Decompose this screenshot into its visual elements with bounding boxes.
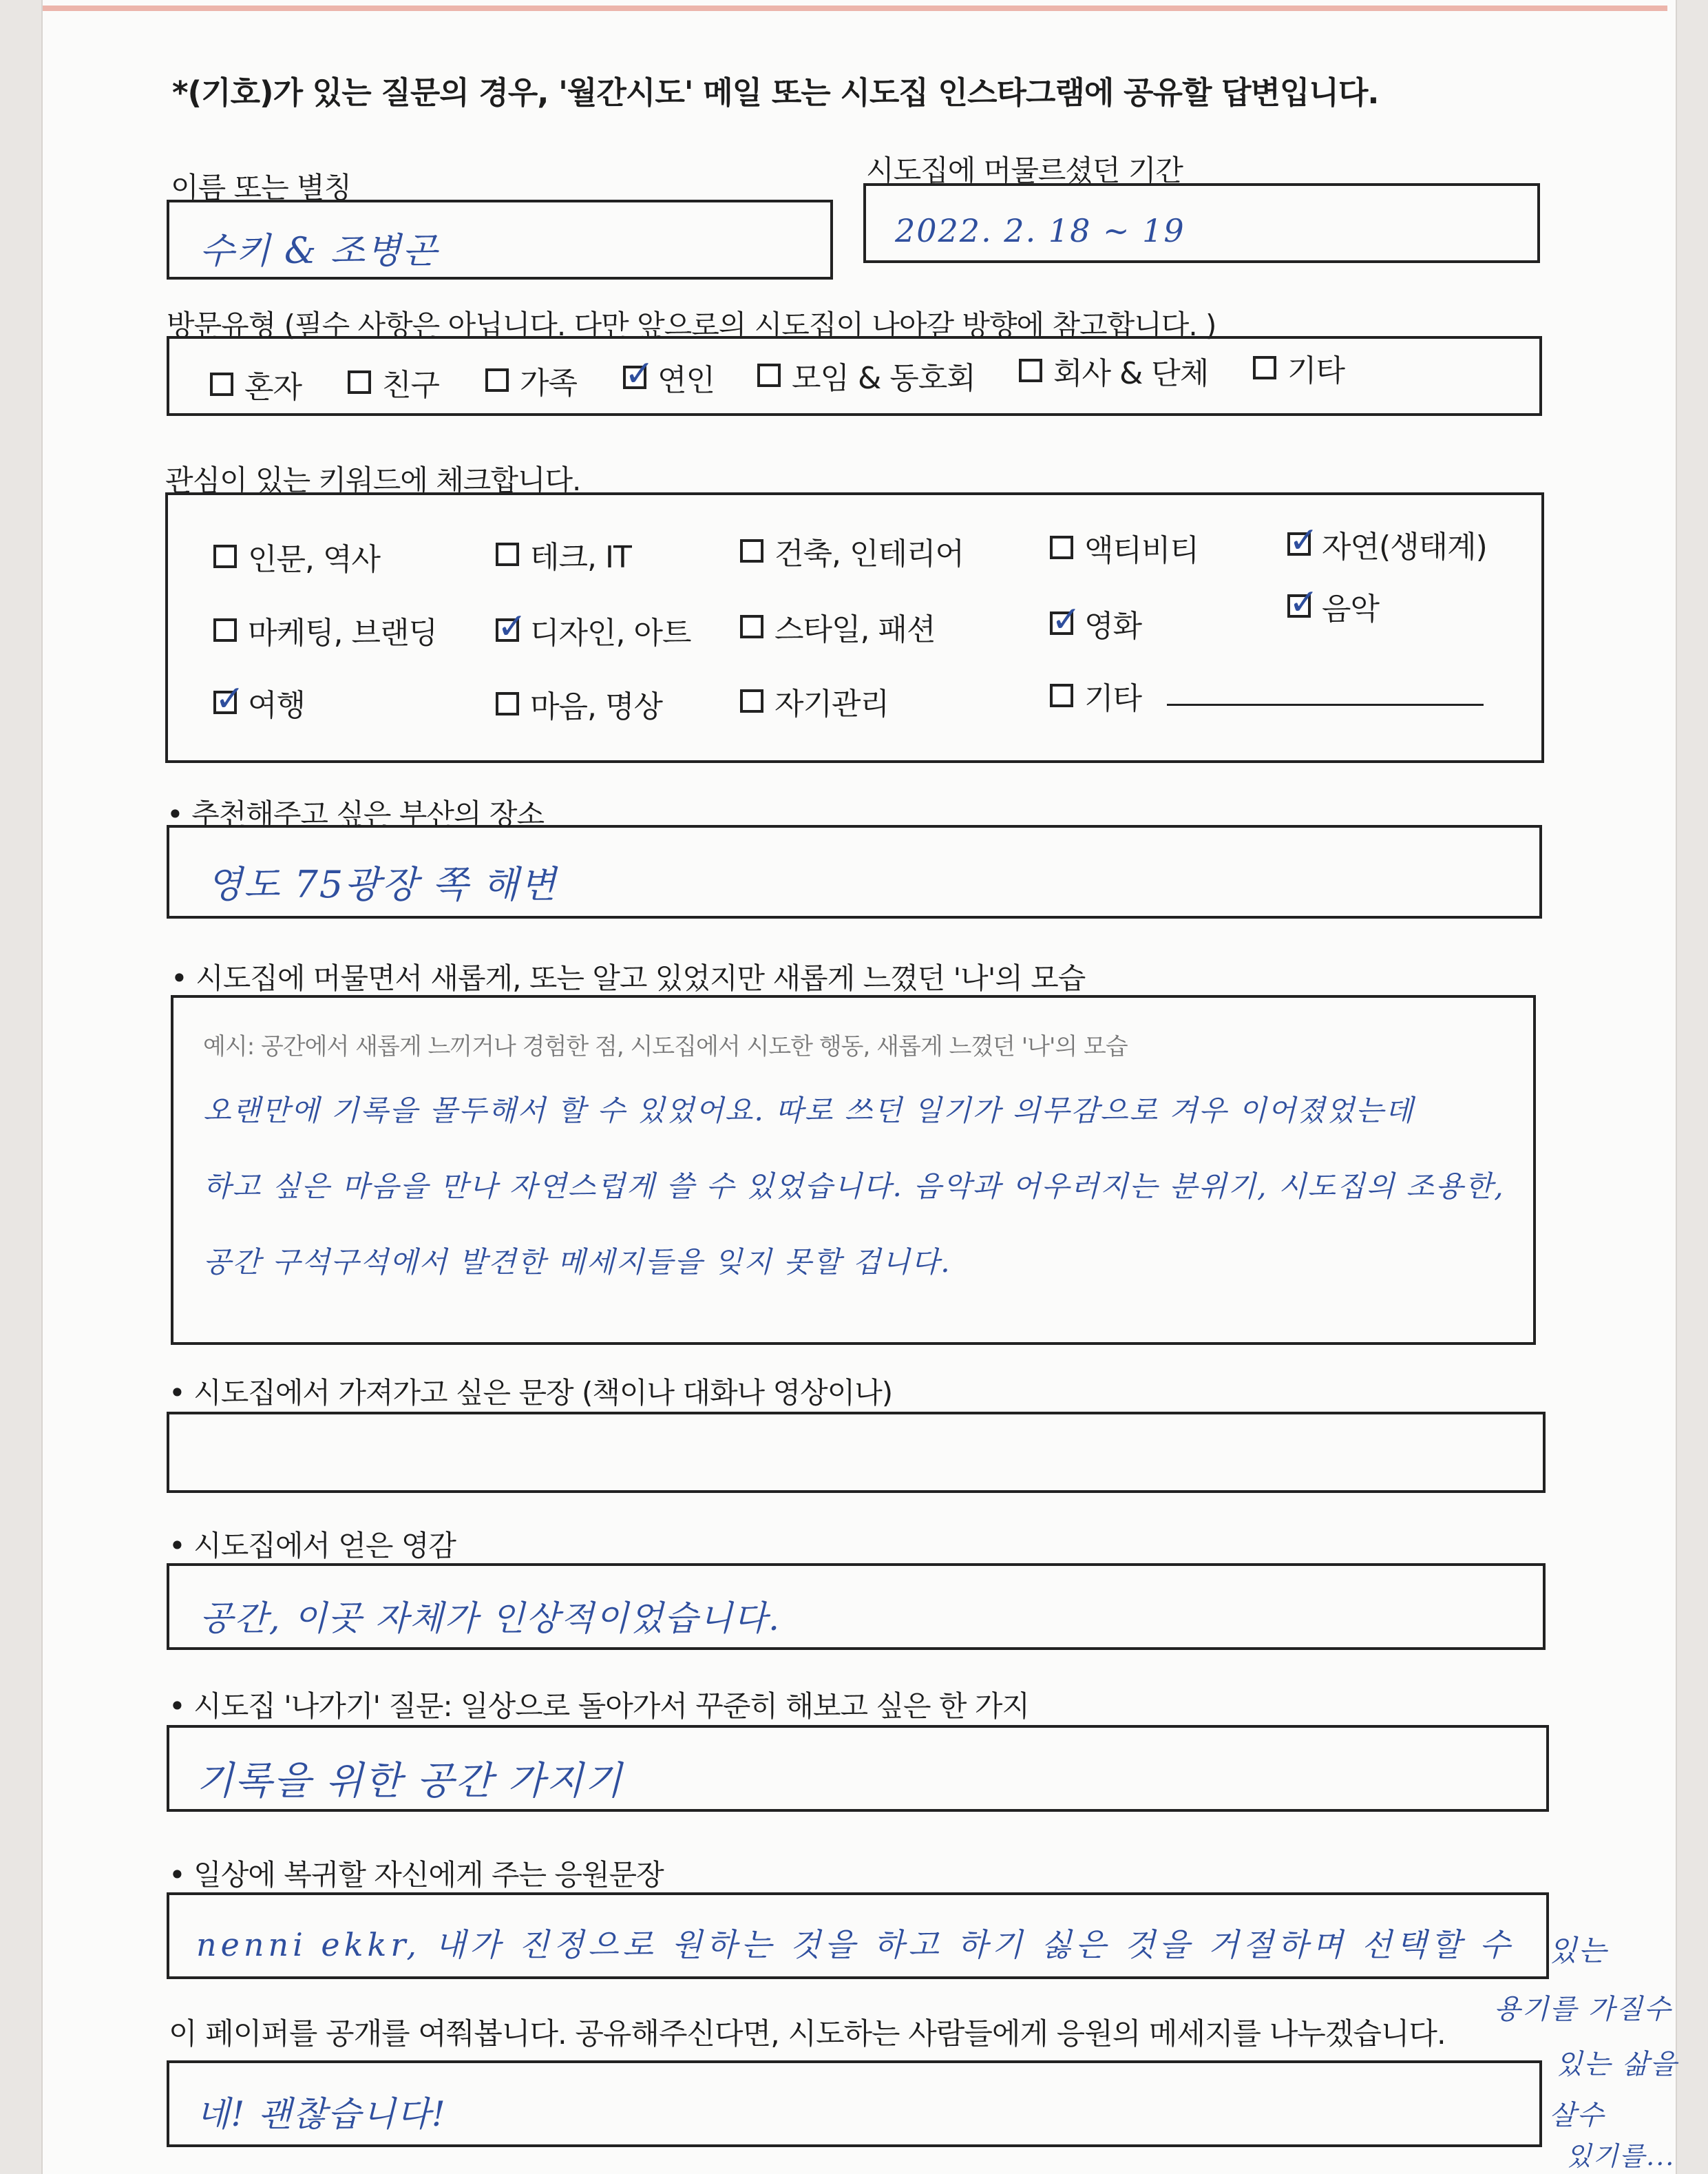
checkmark-icon: ✓ — [1289, 582, 1318, 623]
self-example: 예시: 공간에서 새롭게 느끼거나 경험한 점, 시도집에서 시도한 행동, 새롭게 느꼈던 '나'의 모습 — [203, 1033, 1128, 1060]
visit-option-7[interactable] — [1253, 346, 1345, 390]
keyword-option-11-checkbox[interactable] — [213, 678, 244, 720]
keyword-option-1-label: 인문, 역사 — [248, 542, 380, 577]
stay-value: 2022. 2. 18 ~ 19 — [895, 212, 1185, 249]
checkmark-icon: ✓ — [497, 606, 527, 647]
visit-option-3-label: 가족 — [520, 366, 578, 401]
keyword-option-13-label: 자기관리 — [774, 687, 889, 722]
keyword-option-13-checkbox[interactable] — [740, 689, 763, 713]
sentence-label: • 시도집에서 가져가고 싶은 문장 (책이나 대화나 영상이나) — [169, 1376, 893, 1410]
visit-option-2[interactable] — [348, 360, 439, 404]
keyword-option-5-label: 자연(생태계) — [1322, 530, 1487, 565]
visit-option-1-checkbox[interactable] — [210, 373, 233, 396]
checkmark-icon: ✓ — [624, 353, 654, 395]
visit-option-1[interactable] — [210, 362, 302, 406]
keyword-option-5[interactable] — [1287, 522, 1487, 566]
keyword-option-8-label: 스타일, 패션 — [774, 612, 936, 647]
sentence-field[interactable] — [167, 1412, 1546, 1493]
keyword-option-7[interactable] — [496, 608, 691, 652]
keyword-option-2-checkbox[interactable] — [496, 543, 519, 566]
keyword-option-5-checkbox[interactable] — [1287, 520, 1318, 561]
keyword-option-14-label: 기타 — [1084, 681, 1142, 716]
place-label: • 추천해주고 싶은 부산의 장소 — [167, 797, 545, 831]
visit-option-1-label: 혼자 — [244, 370, 302, 405]
keyword-option-1-checkbox[interactable] — [213, 545, 237, 568]
self-line-1: 오랜만에 기록을 몰두해서 할 수 있었어요. 따로 쓰던 일기가 의무감으로 겨우 이어졌었는데 — [203, 1094, 1415, 1127]
keyword-option-3[interactable] — [740, 529, 964, 573]
visit-option-5[interactable] — [757, 353, 976, 397]
checkmark-icon: ✓ — [1289, 520, 1318, 561]
checkmark-icon: ✓ — [215, 678, 244, 720]
keyword-option-2[interactable] — [496, 532, 631, 576]
keyword-option-14[interactable] — [1050, 673, 1141, 718]
keyword-option-8[interactable] — [740, 605, 936, 649]
name-label: 이름 또는 별칭 — [171, 171, 352, 205]
keyword-option-6[interactable] — [213, 608, 437, 652]
keyword-option-6-checkbox[interactable] — [213, 618, 237, 642]
visit-option-2-checkbox[interactable] — [348, 370, 371, 394]
keyword-option-14-checkbox[interactable] — [1050, 684, 1073, 707]
stay-label: 시도집에 머물르셨던 기간 — [866, 154, 1183, 187]
visit-option-4[interactable] — [623, 355, 715, 399]
keyword-option-12[interactable] — [496, 682, 662, 726]
inspire-value: 공간, 이곳 자체가 인상적이었습니다. — [200, 1598, 781, 1638]
self-line-3: 공간 구석구석에서 발견한 메세지들을 잊지 못할 겁니다. — [203, 1245, 951, 1279]
keyword-option-7-checkbox[interactable] — [496, 606, 527, 647]
keyword-option-7-label: 디자인, 아트 — [530, 616, 691, 651]
keyword-option-13[interactable] — [740, 679, 889, 723]
cheer-value: nenni ekkr, 내가 진정으로 원하는 것을 하고 하기 싫은 것을 거절하며 선택할 수 — [196, 1926, 1515, 1963]
keyword-option-12-label: 마음, 명상 — [530, 689, 662, 724]
self-label: • 시도집에 머물면서 새롭게, 또는 알고 있었지만 새롭게 느꼈던 '나'의 모습 — [171, 961, 1086, 995]
keyword-option-4[interactable] — [1050, 525, 1199, 569]
keyword-option-9-checkbox[interactable] — [1050, 599, 1081, 640]
visit-option-6-checkbox[interactable] — [1019, 359, 1042, 382]
keyword-option-3-checkbox[interactable] — [740, 539, 763, 563]
keyword-option-12-checkbox[interactable] — [496, 692, 519, 715]
visit-option-7-checkbox[interactable] — [1253, 356, 1276, 379]
keyword-option-11-label: 여행 — [248, 688, 306, 723]
place-value: 영도 75광장 쪽 해변 — [207, 863, 558, 906]
keyword-option-1[interactable] — [213, 534, 380, 578]
keyword-option-4-checkbox[interactable] — [1050, 536, 1073, 559]
keyword-option-3-label: 건축, 인테리어 — [774, 536, 964, 572]
visit-option-7-label: 기타 — [1287, 353, 1345, 388]
visit-option-6-label: 회사 & 단체 — [1053, 356, 1209, 391]
keyword-option-6-label: 마케팅, 브랜딩 — [248, 616, 437, 651]
keyword-option-2-label: 테크, IT — [530, 540, 631, 575]
goout-value: 기록을 위한 공간 가지기 — [196, 1759, 624, 1804]
keyword-option-10[interactable] — [1287, 584, 1379, 628]
visit-option-3-checkbox[interactable] — [485, 368, 509, 392]
notice-text: *(기호)가 있는 질문의 경우, '월간시도' 메일 또는 시도집 인스타그램에 공유할 답변입니다. — [172, 74, 1379, 111]
keyword-option-4-label: 액티비티 — [1084, 533, 1199, 568]
self-line-2: 하고 싶은 마음을 만나 자연스럽게 쓸 수 있었습니다. 음악과 어우러지는 분위기, 시도집의 조용한, — [203, 1169, 1505, 1203]
cheer-overflow-5: 있기를... — [1566, 2141, 1676, 2171]
keyword-option-10-label: 음악 — [1322, 592, 1380, 627]
visit-option-5-checkbox[interactable] — [757, 364, 781, 387]
cheer-overflow-2: 용기를 가질수 — [1494, 1994, 1672, 2025]
paper-top-edge — [43, 6, 1667, 11]
visit-option-5-label: 모임 & 동호회 — [792, 361, 976, 396]
keyword-option-9-label: 영화 — [1084, 609, 1142, 644]
visit-option-4-label: 연인 — [657, 363, 715, 398]
keyword-option-10-checkbox[interactable] — [1287, 582, 1318, 623]
visit-option-2-label: 친구 — [382, 368, 440, 403]
cheer-overflow-3: 있는 삶을 — [1556, 2049, 1678, 2080]
goout-label: • 시도집 '나가기' 질문: 일상으로 돌아가서 꾸준히 해보고 싶은 한 가지 — [169, 1689, 1029, 1723]
keyword-option-11[interactable] — [213, 680, 305, 724]
visit-option-6[interactable] — [1019, 348, 1208, 393]
cheer-label: • 일상에 복귀할 자신에게 주는 응원문장 — [169, 1858, 664, 1892]
visit-label: 방문유형 (필수 사항은 아닙니다. 다만 앞으로의 시도집이 나아갈 방향에 참고합니다. ) — [167, 309, 1216, 342]
checkmark-icon: ✓ — [1051, 599, 1081, 640]
inspire-label: • 시도집에서 얻은 영감 — [169, 1529, 456, 1562]
name-value: 수키 & 조병곤 — [200, 231, 439, 272]
share-value: 네! 괜찮습니다! — [196, 2094, 447, 2134]
visit-option-3[interactable] — [485, 358, 577, 402]
keywords-label: 관심이 있는 키워드에 체크합니다. — [165, 463, 581, 497]
visit-option-4-checkbox[interactable] — [623, 353, 654, 395]
keyword-other-line — [1167, 704, 1484, 706]
share-label: 이 페이퍼를 공개를 여쭤봅니다. 공유해주신다면, 시도하는 사람들에게 응원의 메세지를 나누겠습니다. — [169, 2017, 1446, 2051]
cheer-overflow-1: 있는 — [1549, 1934, 1608, 1967]
keyword-option-8-checkbox[interactable] — [740, 615, 763, 638]
cheer-overflow-4: 살수 — [1549, 2100, 1605, 2131]
keyword-option-9[interactable] — [1050, 601, 1141, 645]
